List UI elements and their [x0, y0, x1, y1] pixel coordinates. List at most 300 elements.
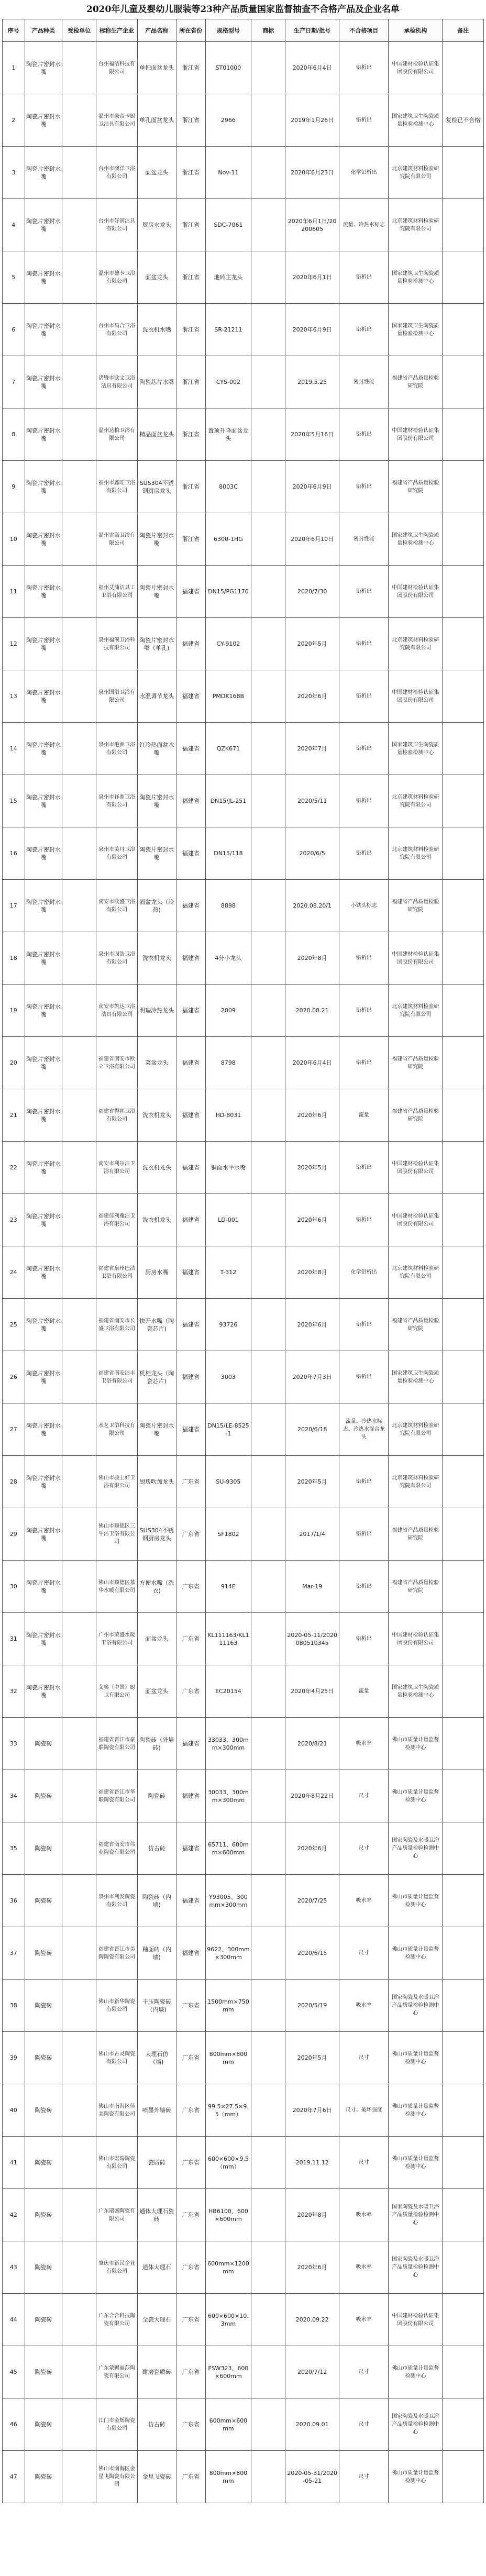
cell-failed-items: 铅析出: [339, 1351, 389, 1403]
cell-model-spec: 4分小龙头: [205, 932, 251, 985]
cell-product-category: 陶瓷片密封水嘴: [25, 1613, 62, 1665]
cell-production-date: 2020年7月6日: [285, 2084, 339, 2137]
cell-province: 浙江省: [176, 461, 205, 513]
cell-province: 广东省: [176, 2189, 205, 2241]
cell-remarks: [443, 1980, 484, 2032]
cell-testing-agency: 国家建筑卫生陶瓷质量检验检测中心: [389, 1665, 443, 1718]
cell-serial-number: 13: [3, 670, 25, 723]
cell-failed-items: 铅析出: [339, 1194, 389, 1246]
cell-serial-number: 21: [3, 1089, 25, 1142]
cell-failed-items: 流量: [339, 1089, 389, 1142]
cell-trademark: [251, 723, 285, 775]
cell-failed-items: 尺寸: [339, 2137, 389, 2189]
cell-product-category: 陶瓷砖: [25, 1927, 62, 1980]
cell-model-spec: QZK671: [205, 723, 251, 775]
cell-production-date: 2019年1月26日: [285, 94, 339, 147]
cell-serial-number: 24: [3, 1246, 25, 1299]
cell-testing-agency: 佛山市质量计量监督检测中心: [389, 2084, 443, 2137]
cell-production-date: 2017/1/4: [285, 1508, 339, 1561]
cell-testing-agency: 北京建筑材料检验研究院有限公司: [389, 827, 443, 880]
cell-production-date: 2020.08.20/1: [285, 880, 339, 932]
cell-product-category: 陶瓷砖: [25, 2241, 62, 2294]
cell-trademark: [251, 775, 285, 827]
cell-province: 福建省: [176, 1875, 205, 1927]
cell-production-date: 2020年6月1日/20200605: [285, 199, 339, 251]
cell-production-date: 2020年6月: [285, 1822, 339, 1875]
cell-province: 福建省: [176, 985, 205, 1037]
cell-failed-items: 化学铅析出: [339, 1246, 389, 1299]
cell-remarks: [443, 304, 484, 356]
cell-model-spec: 99.5×27.5×9.5（mm）: [205, 2084, 251, 2137]
cell-product-name: 陶瓷片密封水嘴: [137, 827, 176, 880]
cell-failed-items: 铅析出: [339, 1508, 389, 1561]
cell-remarks: [443, 1718, 484, 1770]
cell-product-category: 陶瓷片密封水嘴: [25, 1194, 62, 1246]
table-row: [3, 304, 484, 356]
cell-product-category: 陶瓷片密封水嘴: [25, 42, 62, 94]
cell-manufacturer: 福建省得邦卫浴有限公司: [96, 1089, 137, 1142]
cell-failed-items: 尺寸、破坏强度: [339, 2084, 389, 2137]
cell-failed-items: 铅析出: [339, 985, 389, 1037]
cell-failed-items: 铅析出: [339, 618, 389, 670]
cell-manufacturer: 台州市好润洁具有限公司: [96, 199, 137, 251]
cell-manufacturer: 福建省南安市伟业陶瓷有限公司: [96, 1822, 137, 1875]
cell-product-category: 陶瓷片密封水嘴: [25, 1299, 62, 1351]
cell-testing-agency: 佛山市质量计量监督检测中心: [389, 2032, 443, 2084]
cell-model-spec: 600×600×9.5（mm）: [205, 2137, 251, 2189]
cell-product-name: 红冷热面盆水嘴: [137, 723, 176, 775]
table-row: [3, 827, 484, 880]
cell-testing-agency: 北京建筑材料检验研究院有限公司: [389, 199, 443, 251]
cell-testing-agency: 中国建材检验认证集团股份有限公司: [389, 42, 443, 94]
cell-model-spec: 2966: [205, 94, 251, 147]
cell-manufacturer: 佛山市新华陶瓷有限公司: [96, 1980, 137, 2032]
cell-trademark: [251, 199, 285, 251]
cell-testing-agency: 国家陶瓷及水暖卫浴产品质量检验检测中心: [389, 2241, 443, 2294]
cell-product-category: 陶瓷片密封水嘴: [25, 827, 62, 880]
cell-model-spec: 93726: [205, 1299, 251, 1351]
cell-inspected-unit: [62, 356, 96, 408]
cell-production-date: 2020年6月9日: [285, 461, 339, 513]
cell-failed-items: 铅析出: [339, 408, 389, 461]
cell-remarks: [443, 1194, 484, 1246]
cell-remarks: [443, 985, 484, 1037]
cell-testing-agency: 福建省产品质量检验研究院: [389, 1561, 443, 1613]
cell-production-date: 2020年7月3日: [285, 1351, 339, 1403]
cell-remarks: [443, 1351, 484, 1403]
cell-manufacturer: 南安市利尔洁卫浴有限公司: [96, 1142, 137, 1194]
cell-province: 广东省: [176, 2294, 205, 2346]
cell-inspected-unit: [62, 1089, 96, 1142]
cell-remarks: [443, 1561, 484, 1613]
cell-testing-agency: 中国建材检验认证集团股份有限公司: [389, 408, 443, 461]
cell-model-spec: 6300-1HG: [205, 513, 251, 566]
cell-product-name: 通体大理石瓷砖: [137, 2189, 176, 2241]
cell-failed-items: 吸水率: [339, 1718, 389, 1770]
cell-product-name: 精品面盆龙头: [137, 408, 176, 461]
cell-model-spec: HB6100、600×600mm: [205, 2189, 251, 2241]
cell-province: 福建省: [176, 1089, 205, 1142]
cell-product-category: 陶瓷片密封水嘴: [25, 880, 62, 932]
cell-serial-number: 38: [3, 1980, 25, 2032]
cell-model-spec: 8003C: [205, 461, 251, 513]
cell-product-name: 金星飞瓷砖: [137, 2451, 176, 2503]
cell-trademark: [251, 2451, 285, 2503]
cell-trademark: [251, 618, 285, 670]
cell-remarks: [443, 618, 484, 670]
cell-product-category: 陶瓷片密封水嘴: [25, 1142, 62, 1194]
cell-manufacturer: 福建省晋江市豪联陶瓷有限公司: [96, 1718, 137, 1770]
cell-product-name: 面盆龙头: [137, 1613, 176, 1665]
cell-model-spec: KL111163/KL111163: [205, 1613, 251, 1665]
cell-testing-agency: 国家建筑卫生陶瓷质量检验检测中心: [389, 94, 443, 147]
cell-manufacturer: 福建省泉州巴洁卫浴有限公司: [96, 1246, 137, 1299]
cell-manufacturer: 艾奥（中国）厨卫有限公司: [96, 1665, 137, 1718]
cell-model-spec: 800mm×800mm: [205, 2032, 251, 2084]
cell-model-spec: 8898: [205, 880, 251, 932]
cell-product-name: 洗衣机龙头: [137, 932, 176, 985]
cell-inspected-unit: [62, 1299, 96, 1351]
cell-product-category: 陶瓷片密封水嘴: [25, 94, 62, 147]
cell-remarks: [443, 1299, 484, 1351]
cell-inspected-unit: [62, 1927, 96, 1980]
cell-trademark: [251, 670, 285, 723]
cell-model-spec: SDC-7061: [205, 199, 251, 251]
cell-remarks: [443, 1875, 484, 1927]
cell-serial-number: 30: [3, 1561, 25, 1613]
cell-inspected-unit: [62, 1718, 96, 1770]
cell-testing-agency: 佛山市质量计量监督检测中心: [389, 1718, 443, 1770]
table-row: [3, 1927, 484, 1980]
table-row: [3, 566, 484, 618]
cell-serial-number: 41: [3, 2137, 25, 2189]
cell-inspected-unit: [62, 2032, 96, 2084]
cell-remarks: [443, 2346, 484, 2398]
cell-province: 广东省: [176, 1561, 205, 1613]
cell-trademark: [251, 1665, 285, 1718]
cell-testing-agency: 北京建筑材料检验研究院有限公司: [389, 147, 443, 199]
cell-remarks: [443, 199, 484, 251]
cell-inspected-unit: [62, 1246, 96, 1299]
cell-serial-number: 31: [3, 1613, 25, 1665]
cell-remarks: [443, 827, 484, 880]
cell-manufacturer: 南安市欧盛卫浴有限公司: [96, 880, 137, 932]
cell-serial-number: 2: [3, 94, 25, 147]
cell-inspected-unit: [62, 251, 96, 304]
cell-remarks: [443, 880, 484, 932]
cell-serial-number: 7: [3, 356, 25, 408]
cell-inspected-unit: [62, 1351, 96, 1403]
table-row: [3, 513, 484, 566]
cell-serial-number: 12: [3, 618, 25, 670]
cell-trademark: [251, 1403, 285, 1456]
cell-manufacturer: 福州艾浦洁具工卫浴有限公司: [96, 566, 137, 618]
cell-trademark: [251, 1980, 285, 2032]
cell-product-category: 陶瓷片密封水嘴: [25, 199, 62, 251]
cell-product-name: 面盆龙头（冷热): [137, 880, 176, 932]
cell-trademark: [251, 1246, 285, 1299]
cell-failed-items: 铅析出: [339, 1299, 389, 1351]
cell-serial-number: 1: [3, 42, 25, 94]
cell-failed-items: 尺寸: [339, 2398, 389, 2451]
cell-model-spec: FSW323、600×600mm: [205, 2346, 251, 2398]
cell-remarks: [443, 2084, 484, 2137]
cell-production-date: 2020/7/30: [285, 566, 339, 618]
cell-product-name: 面盆龙头: [137, 251, 176, 304]
cell-trademark: [251, 1561, 285, 1613]
cell-trademark: [251, 566, 285, 618]
cell-failed-items: 铅析出: [339, 775, 389, 827]
cell-inspected-unit: [62, 1403, 96, 1456]
cell-product-name: 通体大理石: [137, 2241, 176, 2294]
cell-inspected-unit: [62, 147, 96, 199]
cell-product-name: 厨房水嘴: [137, 1246, 176, 1299]
table-row: [3, 1194, 484, 1246]
table-row: [3, 723, 484, 775]
table-row: [3, 2398, 484, 2451]
cell-remarks: [443, 1665, 484, 1718]
cell-serial-number: 20: [3, 1037, 25, 1089]
cell-manufacturer: 泉州市祥鼎卫浴有限公司: [96, 775, 137, 827]
table-row: [3, 1980, 484, 2032]
cell-product-category: 陶瓷片密封水嘴: [25, 1351, 62, 1403]
cell-production-date: 2020年8月: [285, 1246, 339, 1299]
cell-inspected-unit: [62, 461, 96, 513]
cell-manufacturer: 泉州市美丹卫浴有限公司: [96, 827, 137, 880]
table-row: [3, 94, 484, 147]
cell-serial-number: 26: [3, 1351, 25, 1403]
cell-inspected-unit: [62, 1875, 96, 1927]
cell-province: 福建省: [176, 1037, 205, 1089]
table-row: [3, 1561, 484, 1613]
cell-province: 广东省: [176, 1665, 205, 1718]
cell-remarks: [443, 356, 484, 408]
cell-trademark: [251, 1822, 285, 1875]
table-row: [3, 1403, 484, 1456]
cell-model-spec: DN15/JL-251: [205, 775, 251, 827]
cell-product-name: 陶瓷片密封水嘴: [137, 566, 176, 618]
cell-model-spec: 30033、300mm×300mm: [205, 1770, 251, 1822]
cell-production-date: 2020/7/12: [285, 2346, 339, 2398]
cell-remarks: [443, 2451, 484, 2503]
cell-inspected-unit: [62, 1508, 96, 1561]
cell-production-date: 2019.5.25: [285, 356, 339, 408]
cell-serial-number: 22: [3, 1142, 25, 1194]
header-testing-agency: 承检机构: [389, 19, 443, 42]
cell-production-date: 2020年5月: [285, 1142, 339, 1194]
cell-inspected-unit: [62, 1037, 96, 1089]
cell-testing-agency: 国家陶瓷及水暖卫浴产品质量检验检测中心: [389, 2398, 443, 2451]
cell-trademark: [251, 94, 285, 147]
header-product-category: 产品种类: [25, 19, 62, 42]
cell-inspected-unit: [62, 2137, 96, 2189]
cell-product-category: 陶瓷片密封水嘴: [25, 304, 62, 356]
header-failed-items: 不合格项目: [339, 19, 389, 42]
table-row: [3, 1351, 484, 1403]
cell-production-date: 2020年6月: [285, 670, 339, 723]
cell-product-category: 陶瓷砖: [25, 2451, 62, 2503]
cell-failed-items: 铅析出: [339, 1142, 389, 1194]
table-row: [3, 880, 484, 932]
cell-failed-items: 流量: [339, 1665, 389, 1718]
cell-production-date: 2020/8/21: [285, 1718, 339, 1770]
cell-inspected-unit: [62, 1561, 96, 1613]
cell-product-name: 菜盆龙头: [137, 1037, 176, 1089]
cell-production-date: 2020年6月: [285, 1299, 339, 1351]
cell-remarks: [443, 2032, 484, 2084]
cell-production-date: 2020年4月25日: [285, 1665, 339, 1718]
table-row: [3, 1875, 484, 1927]
cell-province: 福建省: [176, 1351, 205, 1403]
table-row: [3, 1508, 484, 1561]
cell-trademark: [251, 1456, 285, 1508]
cell-province: 浙江省: [176, 408, 205, 461]
table-row: [3, 1246, 484, 1299]
cell-manufacturer: 温州市豪帝卡厨卫洁具有限公司: [96, 94, 137, 147]
cell-trademark: [251, 827, 285, 880]
cell-trademark: [251, 2398, 285, 2451]
cell-province: 广东省: [176, 2451, 205, 2503]
cell-product-category: 陶瓷片密封水嘴: [25, 723, 62, 775]
cell-remarks: 复检已不合格: [443, 94, 484, 147]
cell-province: 浙江省: [176, 42, 205, 94]
cell-inspected-unit: [62, 1456, 96, 1508]
cell-failed-items: 吸水率: [339, 1875, 389, 1927]
cell-model-spec: 2009: [205, 985, 251, 1037]
cell-model-spec: DN15/PG1176: [205, 566, 251, 618]
table-row: [3, 251, 484, 304]
cell-product-category: 陶瓷砖: [25, 1718, 62, 1770]
table-body: [3, 42, 484, 2503]
cell-remarks: [443, 1246, 484, 1299]
cell-province: 福建省: [176, 618, 205, 670]
cell-trademark: [251, 2084, 285, 2137]
cell-testing-agency: 国家陶瓷及水暖卫浴产品质量检验检测中心: [389, 1980, 443, 2032]
cell-serial-number: 33: [3, 1718, 25, 1770]
cell-inspected-unit: [62, 566, 96, 618]
cell-testing-agency: 国家陶瓷及水暖卫浴产品质量检验检测中心: [389, 1822, 443, 1875]
cell-failed-items: 吸水率: [339, 2241, 389, 2294]
cell-remarks: [443, 670, 484, 723]
cell-remarks: [443, 2189, 484, 2241]
cell-product-category: 陶瓷片密封水嘴: [25, 1561, 62, 1613]
cell-serial-number: 19: [3, 985, 25, 1037]
cell-product-category: 陶瓷片密封水嘴: [25, 985, 62, 1037]
cell-production-date: 2020年6月1日: [285, 251, 339, 304]
cell-serial-number: 3: [3, 147, 25, 199]
cell-trademark: [251, 1770, 285, 1822]
cell-inspected-unit: [62, 932, 96, 985]
table-row: [3, 2032, 484, 2084]
cell-production-date: 2020年6月: [285, 1194, 339, 1246]
cell-province: 福建省: [176, 566, 205, 618]
cell-product-name: 全瓷大理石: [137, 2294, 176, 2346]
cell-serial-number: 11: [3, 566, 25, 618]
cell-manufacturer: 广东合合科技陶瓷有限公司: [96, 2294, 137, 2346]
cell-serial-number: 37: [3, 1927, 25, 1980]
table-row: [3, 775, 484, 827]
cell-manufacturer: 台州市昌合卫浴有限公司: [96, 304, 137, 356]
cell-model-spec: SF1802: [205, 1508, 251, 1561]
cell-inspected-unit: [62, 408, 96, 461]
cell-product-category: 陶瓷片密封水嘴: [25, 1246, 62, 1299]
cell-serial-number: 39: [3, 2032, 25, 2084]
cell-serial-number: 9: [3, 461, 25, 513]
cell-model-spec: 9622、300mm×300mm: [205, 1927, 251, 1980]
cell-inspected-unit: [62, 723, 96, 775]
cell-inspected-unit: [62, 2084, 96, 2137]
cell-manufacturer: 佛山市古灵陶瓷有限公司: [96, 2032, 137, 2084]
cell-product-category: 陶瓷片密封水嘴: [25, 618, 62, 670]
cell-product-category: 陶瓷片密封水嘴: [25, 566, 62, 618]
cell-trademark: [251, 1299, 285, 1351]
cell-production-date: 2020年7月: [285, 723, 339, 775]
cell-product-category: 陶瓷片密封水嘴: [25, 408, 62, 461]
cell-product-name: 快开水嘴（陶瓷芯片): [137, 1299, 176, 1351]
cell-inspected-unit: [62, 775, 96, 827]
cell-testing-agency: 中国建材检验认证集团股份有限公司: [389, 1194, 443, 1246]
cell-product-category: 陶瓷片密封水嘴: [25, 775, 62, 827]
cell-province: 福建省: [176, 1194, 205, 1246]
cell-failed-items: 流量、冷热水标志、冷热水混合龙头: [339, 1403, 389, 1456]
cell-testing-agency: 国家建筑卫生陶瓷质量检验检测中心: [389, 513, 443, 566]
cell-inspected-unit: [62, 985, 96, 1037]
cell-model-spec: Y93005、300mm×300mm: [205, 1875, 251, 1927]
cell-manufacturer: 佛山市宏瑞陶瓷有限公司: [96, 2137, 137, 2189]
cell-product-name: 陶瓷片密封水嘴: [137, 775, 176, 827]
cell-product-category: 陶瓷片密封水嘴: [25, 1089, 62, 1142]
cell-failed-items: 铅析出: [339, 566, 389, 618]
header-province: 所在省份: [176, 19, 205, 42]
document-title: 2020年儿童及婴幼儿服装等23种产品质量国家监督抽查不合格产品及企业名单: [86, 4, 400, 15]
cell-product-category: 陶瓷砖: [25, 2137, 62, 2189]
cell-inspected-unit: [62, 1822, 96, 1875]
cell-remarks: [443, 932, 484, 985]
cell-model-spec: SU-9305: [205, 1456, 251, 1508]
cell-product-category: 陶瓷砖: [25, 1770, 62, 1822]
cell-failed-items: 铅析出: [339, 827, 389, 880]
cell-production-date: 2020.09.01: [285, 2398, 339, 2451]
cell-production-date: 2020/7/25: [285, 1875, 339, 1927]
cell-production-date: 2020年8月22日: [285, 1770, 339, 1822]
cell-manufacturer: 温州市德卡卫浴有限公司: [96, 251, 137, 304]
cell-product-name: 方便水嘴（洗衣): [137, 1561, 176, 1613]
cell-testing-agency: 国家建筑卫生陶瓷质量检验检测中心: [389, 723, 443, 775]
cell-trademark: [251, 42, 285, 94]
cell-product-name: 洗衣机水嘴: [137, 304, 176, 356]
cell-trademark: [251, 1142, 285, 1194]
cell-manufacturer: 福建省晋江市华联陶瓷有限公司: [96, 1770, 137, 1822]
cell-province: 广东省: [176, 2398, 205, 2451]
cell-manufacturer: 诸暨市欧文卫浴洁具有限公司: [96, 356, 137, 408]
cell-province: 浙江省: [176, 356, 205, 408]
cell-remarks: [443, 251, 484, 304]
cell-serial-number: 4: [3, 199, 25, 251]
cell-product-category: 陶瓷片密封水嘴: [25, 1037, 62, 1089]
cell-province: 福建省: [176, 723, 205, 775]
cell-inspected-unit: [62, 2189, 96, 2241]
cell-product-category: 陶瓷片密封水嘴: [25, 461, 62, 513]
cell-remarks: [443, 1613, 484, 1665]
results-table: [2, 19, 484, 2503]
cell-province: 浙江省: [176, 199, 205, 251]
cell-production-date: 2020年6月: [285, 2241, 339, 2294]
cell-serial-number: 25: [3, 1299, 25, 1351]
cell-product-category: 陶瓷片密封水嘴: [25, 1665, 62, 1718]
cell-product-name: 干压陶瓷砖（内墙): [137, 1980, 176, 2032]
cell-failed-items: 尺寸: [339, 1927, 389, 1980]
cell-testing-agency: 佛山市质量计量监督检测中心: [389, 1770, 443, 1822]
